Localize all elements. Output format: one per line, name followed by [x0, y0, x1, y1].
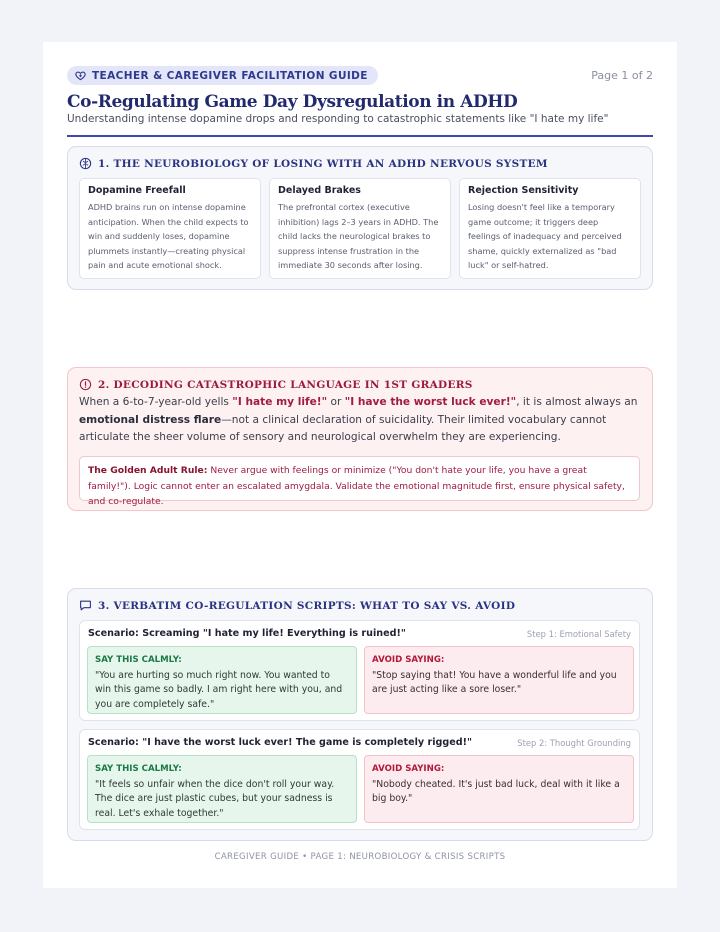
card-title: Rejection Sensitivity — [468, 185, 579, 196]
card-rejection-sensitivity — [459, 178, 641, 279]
avoid-label: AVOID SAYING: — [372, 764, 445, 774]
avoid-text: "Stop saying that! You have a wonderful life and you are just acting like a sore loser." — [372, 669, 617, 695]
avoid-label: AVOID SAYING: — [372, 655, 445, 665]
neurobiology-section — [67, 146, 653, 290]
neurobiology-heading-text: 1. THE NEUROBIOLOGY OF LOSING WITH AN ADHD NERVOUS SYSTEM — [98, 157, 548, 170]
golden-rule-box — [79, 456, 640, 507]
scenario-title: Scenario: Screaming "I hate my life! Everything is ruined!" — [88, 628, 406, 639]
card-delayed-brakes — [269, 178, 451, 279]
say-this-box — [87, 755, 357, 823]
guide-badge — [67, 66, 378, 85]
para-text: , it is almost always an — [516, 396, 638, 408]
para-text: —not a clinical declaration of suicidality. Their limited vocabulary cannot articulate the sheer volume of sensory and neurological overwhelm they are experiencing. — [79, 413, 607, 443]
emphasis-distress-flare: emotional distress flare — [79, 413, 222, 426]
brain-icon — [79, 157, 92, 170]
scenario-title: Scenario: "I have the worst luck ever! The game is completely rigged!" — [88, 737, 472, 748]
para-text: When a 6-to-7-year-old yells — [79, 396, 233, 408]
avoid-saying-box — [364, 646, 634, 714]
page-footer: CAREGIVER GUIDE • PAGE 1: NEUROBIOLOGY & CRISIS SCRIPTS — [214, 852, 506, 862]
scripts-section — [67, 588, 653, 841]
card-dopamine-freefall — [79, 178, 261, 279]
card-text: The prefrontal cortex (executive inhibition) lags 2–3 years in ADHD. The child lacks the neurological brakes to suppress intense frustration in the immediate 30 seconds after losing. — [278, 202, 439, 270]
quote-i-hate-my-life: "I hate my life!" — [232, 396, 328, 408]
scripts-heading-text: 3. VERBATIM CO-REGULATION SCRIPTS: WHAT TO SAY VS. AVOID — [98, 599, 516, 612]
para-text: or — [327, 396, 345, 408]
badge-label: TEACHER & CAREGIVER FACILITATION GUIDE — [92, 69, 368, 82]
avoid-saying-box — [364, 755, 634, 823]
scripts-heading — [79, 599, 515, 612]
catastrophic-language-section — [67, 367, 653, 511]
alert-circle-icon — [79, 378, 92, 391]
guide-page — [43, 42, 677, 888]
card-text: Losing doesn't feel like a temporary game outcome; it triggers deep feelings of inadequacy and perceived shame, quickly externalized as "bad luck" or self-hatred. — [468, 202, 622, 270]
card-title: Delayed Brakes — [278, 185, 361, 196]
scenario-card-2 — [79, 729, 640, 830]
say-text: "You are hurting so much right now. You wanted to win this game so badly. I am right here with you, and you are completely safe." — [95, 669, 343, 710]
speech-bubble-icon — [79, 599, 92, 612]
quote-worst-luck: "I have the worst luck ever!" — [344, 396, 517, 408]
page-number: Page 1 of 2 — [591, 69, 653, 82]
page-subtitle: Understanding intense dopamine drops and responding to catastrophic statements like "I hate my life" — [67, 113, 609, 125]
decoding-paragraph — [79, 394, 640, 447]
avoid-text: "Nobody cheated. It's just bad luck, deal with it like a big boy." — [372, 778, 620, 804]
scenario-step: Step 2: Thought Grounding — [517, 738, 631, 748]
catastrophic-language-heading — [79, 378, 473, 391]
scenario-card-1 — [79, 620, 640, 721]
golden-rule-label: The Golden Adult Rule: — [88, 465, 208, 476]
page-title: Co-Regulating Game Day Dysregulation in ADHD — [67, 92, 518, 112]
card-title: Dopamine Freefall — [88, 185, 186, 196]
golden-rule-text: Never argue with feelings or minimize ("You don't hate your life, you have a great family!"). Logic cannot enter an escalated amygdala. Validate the emotional magnitude first, ensure physical safety, and co-regulate. — [88, 465, 625, 507]
scenario-step: Step 1: Emotional Safety — [526, 629, 631, 639]
say-text: "It feels so unfair when the dice don't roll your way. The dice are just plastic cubes, but your sadness is real. Let's exhale together." — [95, 778, 335, 819]
catastrophic-language-heading-text: 2. DECODING CATASTROPHIC LANGUAGE IN 1ST GRADERS — [98, 378, 473, 391]
heart-icon — [75, 70, 86, 81]
header-divider — [67, 135, 653, 137]
neurobiology-heading — [79, 157, 548, 170]
say-label: SAY THIS CALMLY: — [95, 764, 182, 774]
say-label: SAY THIS CALMLY: — [95, 655, 182, 665]
card-text: ADHD brains run on intense dopamine anticipation. When the child expects to win and suddenly loses, dopamine plummets instantly—creating physical pain and acute emotional shock. — [88, 202, 249, 270]
say-this-box — [87, 646, 357, 714]
